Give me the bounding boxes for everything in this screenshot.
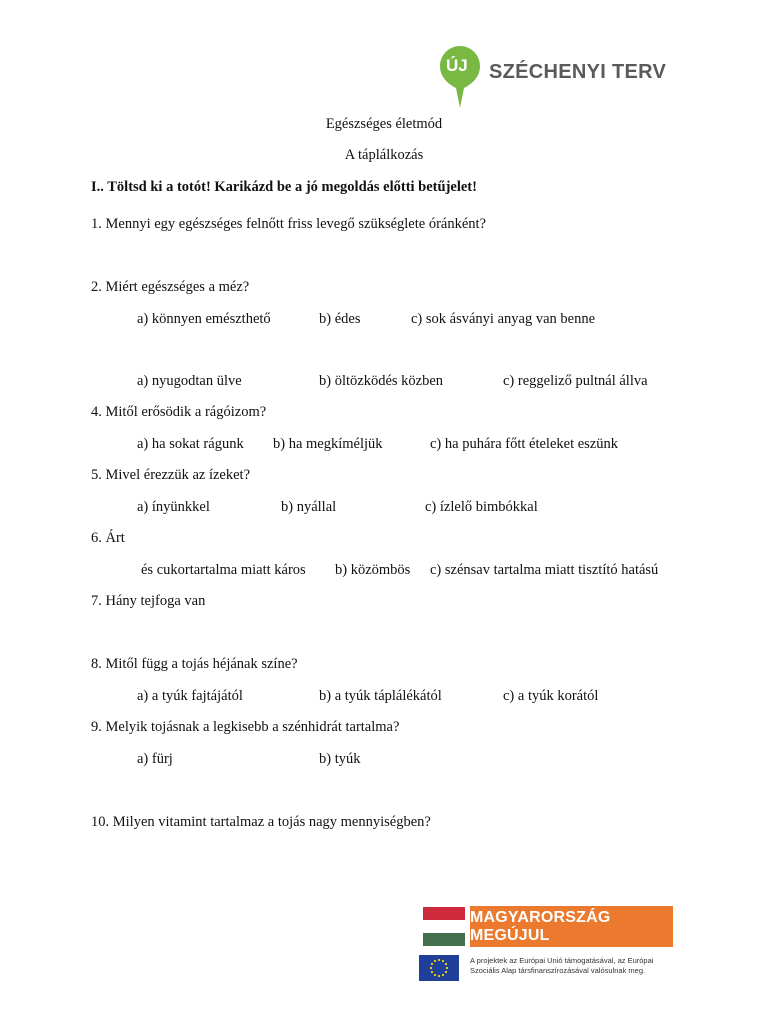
q9-option-b: b) tyúk	[319, 751, 361, 767]
q8-option-b: b) a tyúk táplálékától	[319, 688, 442, 704]
magyarorszag-megujul-banner	[419, 903, 677, 950]
q4-option-b: b) ha megkíméljük	[273, 436, 383, 452]
logo-text: SZÉCHENYI TERV	[489, 61, 667, 83]
question-10: 10. Milyen vitamint tartalmaz a tojás nagy mennyiségben?	[91, 814, 431, 830]
q8-option-c: c) a tyúk korától	[503, 688, 599, 704]
question-2: 2. Miért egészséges a méz?	[91, 279, 250, 295]
q3-option-c: c) reggeliző pultnál állva	[503, 373, 648, 389]
q3-option-b: b) öltözködés közben	[319, 373, 444, 389]
q2-option-b: b) édes	[319, 311, 361, 327]
question-8: 8. Mitől függ a tojás héjának színe?	[91, 656, 298, 672]
eu-funding-line-1: A projektek az Európai Unió támogatásával, az Európai	[470, 956, 654, 965]
q5-option-a: a) ínyünkkel	[137, 499, 210, 515]
hungarian-flag-icon	[423, 907, 465, 946]
question-5: 5. Mivel érezzük az ízeket?	[91, 467, 251, 483]
page-subtitle: A táplálkozás	[344, 147, 424, 163]
q3-option-a: a) nyugodtan ülve	[137, 373, 242, 389]
question-7: 7. Hány tejfoga van	[91, 593, 206, 609]
q2-option-a: a) könnyen emészthető	[137, 311, 271, 327]
banner-label: MAGYARORSZÁG MEGÚJUL	[470, 906, 673, 947]
eu-flag-icon	[419, 955, 459, 981]
question-1: 1. Mennyi egy egészséges felnőtt friss levegő szükséglete óránként?	[91, 216, 486, 232]
q8-option-a: a) a tyúk fajtájától	[137, 688, 243, 704]
eu-funding-line-2: Szociális Alap társfinanszírozásával valósulnak meg.	[470, 966, 646, 975]
q6-option-c: c) szénsav tartalma miatt tisztító hatású	[430, 562, 659, 578]
instruction: I.. Töltsd ki a totót! Karikázd be a jó megoldás előtti betűjelet!	[91, 179, 477, 195]
eu-funding-note	[470, 956, 653, 976]
question-9: 9. Melyik tojásnak a legkisebb a szénhidrát tartalma?	[91, 719, 400, 735]
page-title: Egészséges életmód	[325, 116, 443, 132]
question-6: 6. Árt	[91, 530, 125, 546]
q2-option-c: c) sok ásványi anyag van benne	[411, 311, 596, 327]
q6-option-a: és cukortartalma miatt káros	[141, 562, 306, 578]
q4-option-c: c) ha puhára főtt ételeket eszünk	[430, 436, 619, 452]
q9-option-a: a) fürj	[137, 751, 173, 767]
q5-option-c: c) ízlelő bimbókkal	[425, 499, 538, 515]
question-4: 4. Mitől erősödik a rágóizom?	[91, 404, 267, 420]
q5-option-b: b) nyállal	[281, 499, 337, 515]
q4-option-a: a) ha sokat rágunk	[137, 436, 244, 452]
q6-option-b: b) közömbös	[335, 562, 411, 578]
logo-badge: ÚJ	[446, 56, 468, 75]
szechenyi-terv-logo	[440, 46, 680, 112]
